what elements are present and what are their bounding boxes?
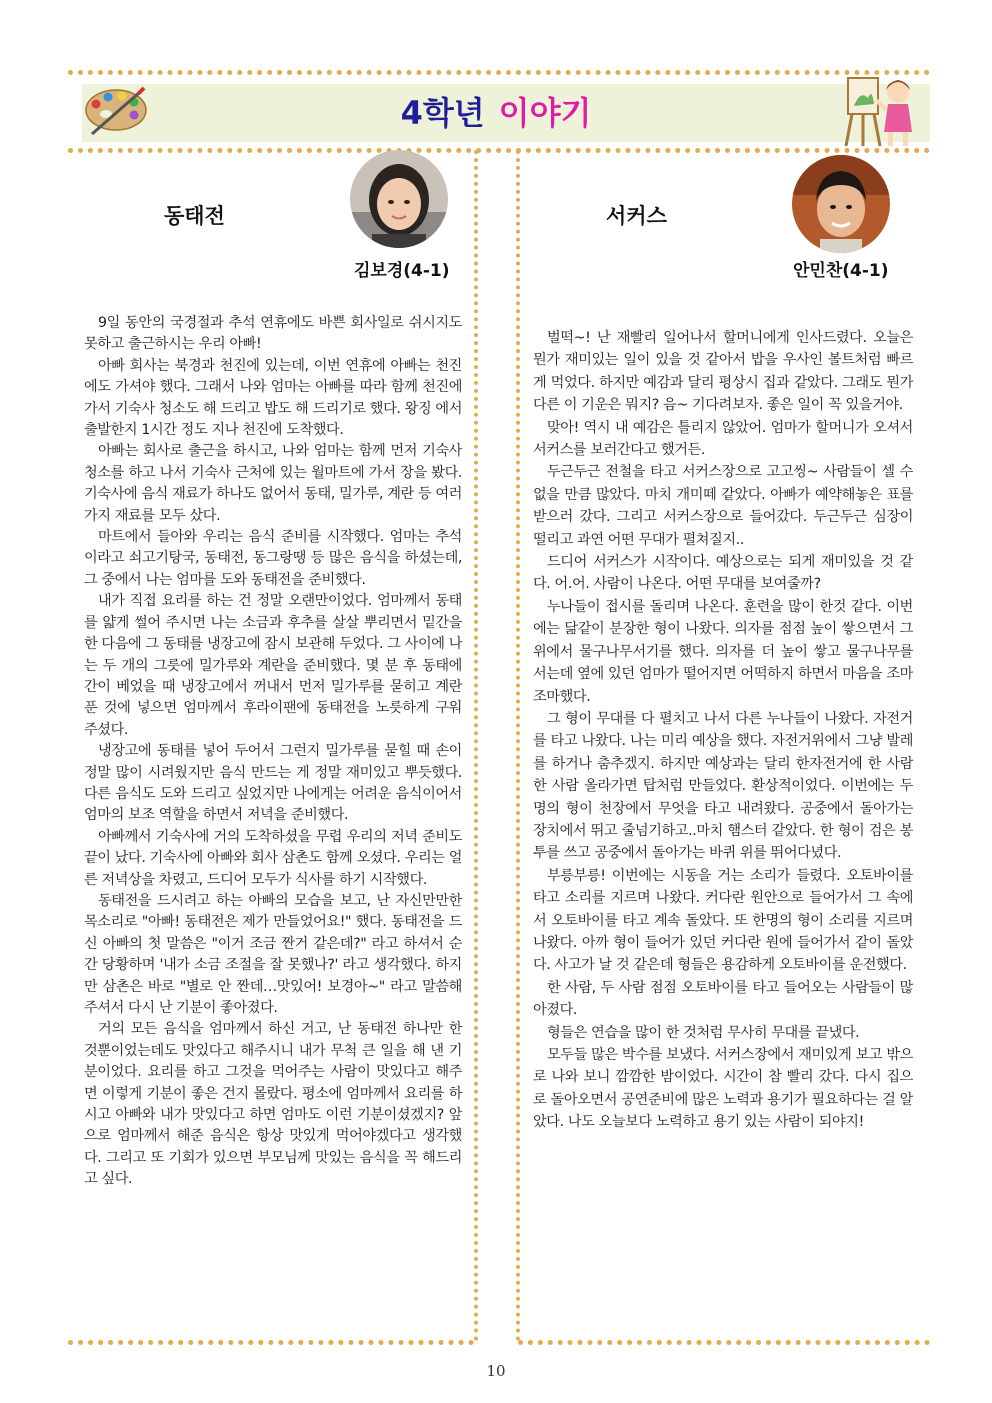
paragraph: 아빠께서 기숙사에 거의 도착하셨을 무렵 우리의 저녁 준비도 끝이 났다. 기숙사에 아빠와 회사 삼촌도 함께 오셨다. 우리는 얼른 저녁상을 차렸고, 드디어 모두가 식사를 하기 시작했다. [84,828,462,888]
section-label: 이야기 [498,94,592,132]
paragraph: 맞아! 역시 내 예감은 틀리지 않았어. 엄마가 할머니가 오셔서 서커스를 보러간다고 했거든. [533,419,913,459]
girl-portrait-icon [350,150,448,248]
paragraph: 마트에서 들아와 우리는 음식 준비를 시작했다. 엄마는 추석이라고 쇠고기탕국, 동태전, 동그랑땡 등 많은 음식을 하셨는데, 그 중에서 나는 엄마를 도와 동태전을 준비했다. [84,529,462,588]
paragraph: 모두들 많은 박수를 보냈다. 서커스장에서 재미있게 보고 밖으로 나와 보니 깜깜한 밤이었다. 시간이 참 빨리 갔다. 다시 집으로 돌아오면서 공연준비에 많은 노력과 용기가 필요하다는 걸 알았다. 나도 오늘보다 노력하고 용기 있는 사람이 되야지! [533,1047,913,1131]
paragraph: 한 사람, 두 사람 점점 오토바이를 타고 들어오는 사람들이 많아졌다. [533,979,913,1019]
right-story-body [533,327,913,1134]
left-column-divider [474,150,478,1342]
paragraph: 아빠 회사는 북경과 천진에 있는데, 이번 연휴에 아빠는 천진에도 가셔야 했다. 그래서 나와 엄마는 아빠를 따라 함께 천진에 가서 기숙사 청소도 해 드리고 밥도 해 드리기로 했다. 왕징 에서 출발한지 1시간 정도 지나 천진에 도착했다. [84,357,462,439]
paragraph: 벌떡~! 난 재빨리 일어나서 할머니에게 인사드렸다. 오늘은 뭔가 재미있는 일이 있을 것 같아서 밥을 우사인 볼트처럼 빠르게 먹었다. 하지만 예감과 달리 평상시 집과 같았다. 그래도 뭔가 다른 이 기운은 뭐지? 음~ 기다려보자. 좋은 일이 꼭 있을거야. [533,330,913,414]
paragraph: 드디어 서커스가 시작이다. 예상으로는 되게 재미있을 것 같다. 어.어. 사람이 나온다. 어떤 무대를 보여줄까? [533,554,913,593]
page-number: 10 [486,1362,506,1380]
left-bottom-dotted-border [68,1340,474,1345]
paragraph: 부릉부릉! 이번에는 시동을 거는 소리가 들렸다. 오토바이를 타고 소리를 지르며 나왔다. 커다란 원안으로 들어가서 그 속에서 오토바이를 타고 계속 돌았다. 또 한명의 형이 소리를 지르며 나왔다. 아까 형이 들어가 있던 커다란 원에 들어가서 같이 돌았다. 사고가 날 것 같은데 형들은 용감하게 오토바이를 운전했다. [533,867,913,974]
avatar-girl [350,150,448,248]
right-story-title: 서커스 [606,204,667,228]
paragraph: 누나들이 접시를 돌리며 나온다. 훈련을 많이 한것 같다. 이번에는 닮같이 분장한 형이 나왔다. 의자를 점점 높이 쌓으면서 그 위에서 물구나무서기를 했다. 의자를 더 높이 쌓고 물구나무를 서는데 옆에 있던 엄마가 떨어지면 어떡하지 하면서 마음을 조마조마했다. [533,598,913,705]
left-story-title: 동태전 [164,204,225,228]
header-bottom-dotted-border [68,148,930,153]
paragraph: 두근두근 전철을 타고 서커스장으로 고고씽~ 사람들이 셀 수 없을 만큼 많았다. 마치 개미떼 같았다. 아빠가 예약해놓은 표를 받으러 갔다. 그리고 서커스장으로 들어갔다. 두근두근 심장이 떨리고 과연 어떤 무대가 펼쳐질지.. [533,464,913,548]
right-column-divider [516,150,520,1342]
right-story-author: 안민찬(4-1) [793,261,889,281]
paragraph: 냉장고에 동태를 넣어 두어서 그런지 밀가루를 묻힐 때 손이 정말 많이 시려웠지만 음식 만드는 게 정말 재미있고 뿌듯했다. 다른 음식도 도와 드리고 싶었지만 나에게는 어려운 음식이어서 엄마의 보조 역할을 하면서 저녁을 준비했다. [84,743,462,824]
paragraph: 그 형이 무대를 다 펼치고 나서 다른 누나들이 나왔다. 자전거를 타고 나왔다. 나는 미리 예상을 했다. 자전거위에서 그냥 발레를 하거나 춤추겠지. 하지만 예상과는 달리 한자전거에 한 사람 한 사람 올라가면 탑처럼 만들었다. 환상적이었다. 이번에는 두 명의 형이 천장에서 무엇을 타고 내려왔다. 공중에서 돌아가는 장치에서 뛰고 줄넘기하고..마치 햄스터 같았다. 한 형이 검은 봉투를 쓰고 공중에서 돌아가는 바퀴 위를 뛰어다녔다. [533,710,913,862]
paragraph: 9일 동안의 국경절과 추석 연휴에도 바쁜 회사일로 쉬시지도 못하고 출근하시는 우리 아빠! [84,315,462,353]
grade-label: 4학년 [400,94,485,132]
paragraph: 내가 직접 요리를 하는 건 정말 오랜만이었다. 엄마께서 동태를 얇게 썰어 주시면 나는 소금과 후추를 살살 뿌리면서 밑간을 한 다음에 그 동태를 냉장고에 잠시 보관해 두었다. 그 사이에 나는 두 개의 그릇에 밀가루와 계란을 준비했다. 몇 분 후 동태에 간이 베었을 때 냉장고에서 꺼내서 먼저 밀가루를 묻히고 계란 푼 것에 넣으면 엄마께서 후라이팬에 동태전을 노릇하게 구워 주셨다. [84,593,462,738]
paragraph: 거의 모든 음식을 엄마께서 하신 거고, 난 동태전 하나만 한 것뿐이었는데도 맛있다고 해주시니 내가 무척 큰 일을 해 낸 기분이었다. 요리를 하고 그것을 먹어주는 사람이 맛있다고 해주면 이렇게 기분이 좋은 건지 몰랐다. 평소에 엄마께서 요리를 하시고 아빠와 내가 맛있다고 하면 엄마도 이런 기분이셨겠지? 앞으로 엄마께서 해준 음식은 항상 맛있게 먹어야겠다고 생각했다. 그리고 또 기회가 있으면 부모님께 맛있는 음식을 꼭 해드리고 싶다. [84,1021,462,1188]
paragraph: 동태전을 드시려고 하는 아빠의 모습을 보고, 난 자신만만한 목소리로 "아빠! 동태전은 제가 만들었어요!" 했다. 동태전을 드신 아빠의 첫 말씀은 "이거 조금 짠거 같은데?" 라고 하셔서 순간 당황하며 '내가 소금 조절을 잘 못했나?' 라고 생각했다. 하지만 삼촌은 바로 "별로 안 짠데…맛있어! 보경아~" 라고 말씀해 주셔서 다시 난 기분이 좋아졌다. [84,892,462,1016]
left-story-body [84,313,462,1191]
boy-portrait-icon [792,155,890,253]
top-dotted-border [68,70,930,75]
girl-painting-easel-icon [838,70,922,150]
left-story-author: 김보경(4-1) [354,261,450,281]
right-bottom-dotted-border [518,1340,930,1345]
paragraph: 형들은 연습을 많이 한 것처럼 무사히 무대를 끝냈다. [547,1024,860,1041]
avatar-boy [792,155,890,253]
paragraph: 아빠는 회사로 출근을 하시고, 나와 엄마는 함께 먼저 기숙사 청소를 하고 나서 기숙사 근처에 있는 월마트에 가서 장을 봤다. 기숙사에 음식 재료가 하나도 없어서 동태, 밀가루, 계란 등 여러 가지 재료를 모두 샀다. [84,443,462,524]
